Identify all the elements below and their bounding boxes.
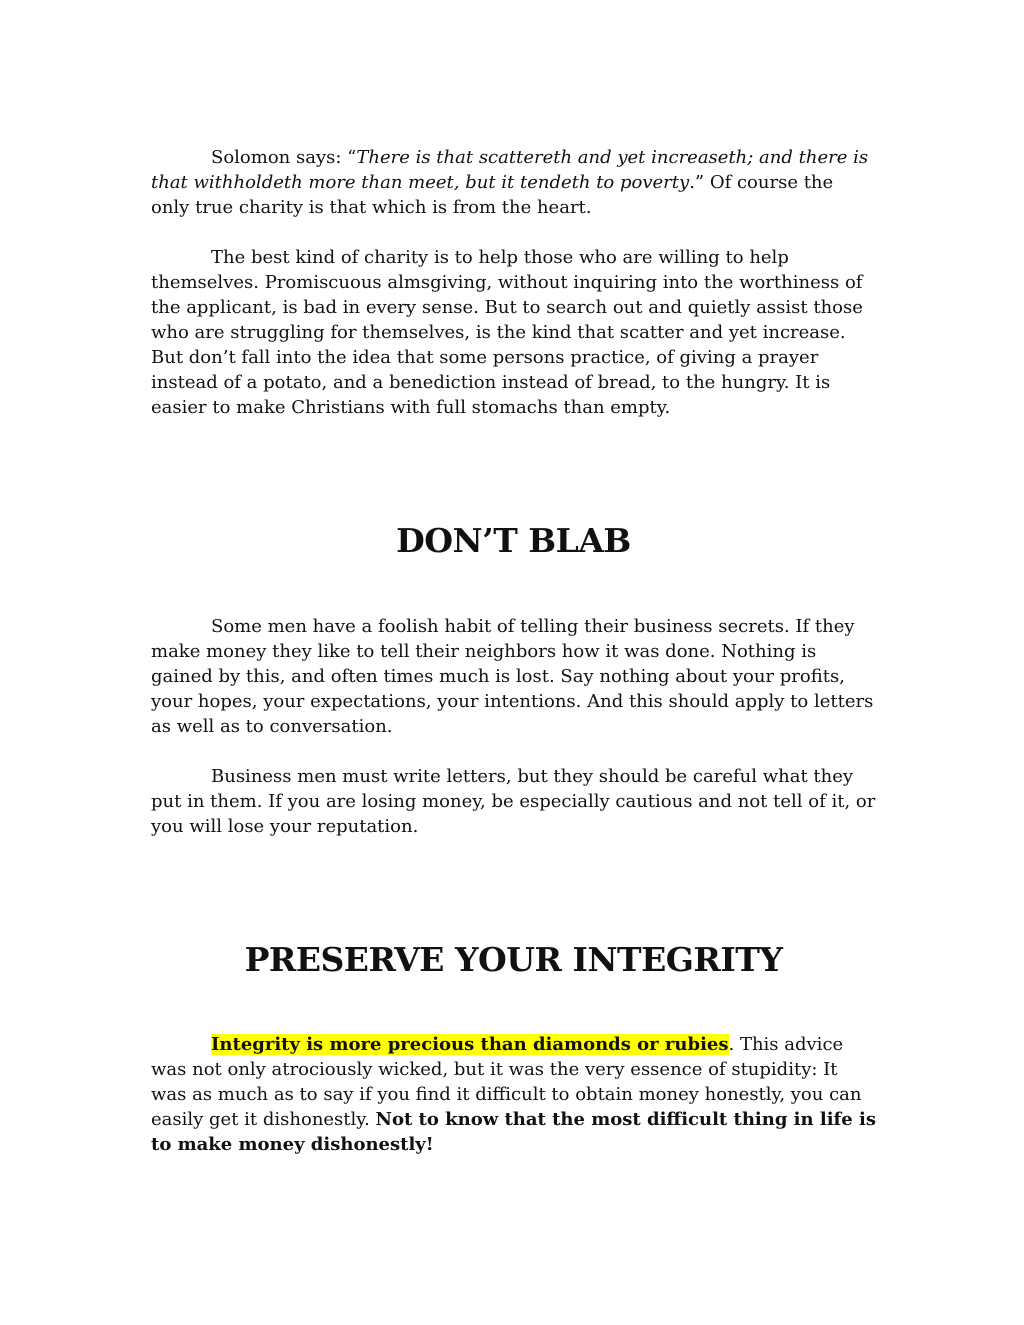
paragraph-integrity-body: . This advice was not only atrociously wicked, but it was the very essence of stupidity: It was as much as to say if you find it difficult to obtain money honestly, you can easily get it dishonestly.	[151, 1034, 862, 1130]
paragraph-solomon-tail: .” Of course the only true charity is that which is from the heart.	[151, 172, 834, 218]
heading-dont-blab: DON’T BLAB	[396, 521, 631, 560]
heading-preserve-integrity: PRESERVE YOUR INTEGRITY	[244, 940, 783, 979]
paragraph-solomon-lead: Solomon says: “	[211, 147, 357, 168]
solomon-quote: There is that scattereth and yet increaseth; and there is that withholdeth more than meet, but it tendeth to poverty	[151, 147, 869, 193]
paragraph-solomon	[151, 145, 876, 220]
integrity-highlight: Integrity is more precious than diamonds or rubies	[211, 1034, 729, 1055]
paragraph-business-secrets: Some men have a foolish habit of telling their business secrets. If they make money they like to tell their neighbors how it was done. Nothing is gained by this, and often times much is lost. Say nothing about your profits, your hopes, your expectations, your intentions. And this should apply to letters as well as to conversation.	[151, 616, 874, 737]
paragraph-charity: The best kind of charity is to help those who are willing to help themselves. Promiscuous almsgiving, without inquiring into the worthiness of the applicant, is bad in every sense. But to search out and quietly assist those who are struggling for themselves, is the kind that scatter and yet increase. But don’t fall into the idea that some persons practice, of giving a prayer instead of a potato, and a benediction instead of bread, to the hungry. It is easier to make Christians with full stomachs than empty.	[151, 247, 863, 418]
integrity-bold-conclusion: Not to know that the most difficult thing in life is to make money dishonestly!	[151, 1109, 876, 1155]
paragraph-integrity	[151, 1032, 876, 1157]
paragraph-letters: Business men must write letters, but they should be careful what they put in them. If you are losing money, be especially cautious and not tell of it, or you will lose your reputation.	[151, 766, 876, 837]
